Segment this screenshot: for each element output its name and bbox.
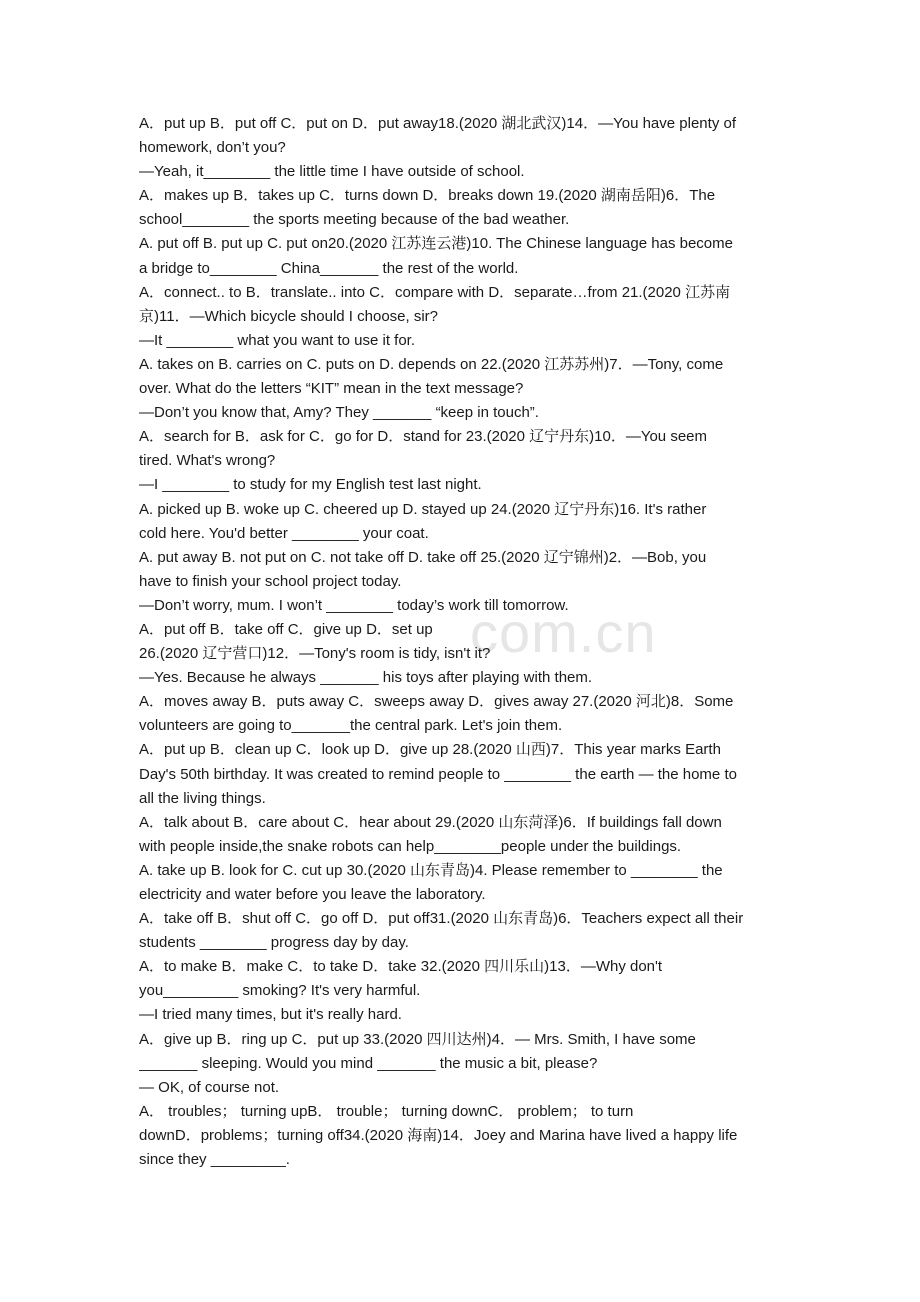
text-line: school________ the sports meeting because of the bad weather. (139, 211, 570, 229)
text-line: students ________ progress day by day. (139, 934, 409, 952)
text-line: A．talk about B．care about C．hear about 29.(2020 山东菏泽)6．If buildings fall down (139, 813, 722, 831)
text-line: tired. What's wrong? (139, 452, 276, 470)
text-line: A. takes on B. carries on C. puts on D. depends on 22.(2020 江苏苏州)7．—Tony, come (139, 355, 724, 373)
text-line: A．put off B．take off C．give up D．set up (139, 620, 433, 638)
text-line: with people inside,the snake robots can help________people under the buildings. (139, 837, 682, 855)
text-line: cold here. You'd better ________ your coat. (139, 524, 429, 542)
text-line: 26.(2020 辽宁营口)12．—Tony's room is tidy, isn't it? (139, 645, 491, 663)
text-line: —Don’t worry, mum. I won’t ________ today’s work till tomorrow. (139, 596, 569, 614)
text-line: over. What do the letters “KIT” mean in the text message? (139, 380, 524, 398)
text-line: — OK, of course not. (139, 1078, 280, 1096)
text-line: —Yeah, it________ the little time I have outside of school. (139, 163, 525, 181)
text-line: A．moves away B．puts away C．sweeps away D．gives away 27.(2020 河北)8．Some (139, 693, 734, 711)
text-line: homework, don’t you? (139, 139, 286, 157)
text-line: electricity and water before you leave the laboratory. (139, 886, 486, 903)
text-line: a bridge to________ China_______ the rest of the world. (139, 259, 519, 277)
text-line: —I tried many times, but it's really hard. (139, 1006, 402, 1024)
text-line: A．connect.. to B．translate.. into C．compare with D．separate…from 21.(2020 江苏南 (139, 283, 731, 301)
text-line: A．put up B．clean up C．look up D．give up 28.(2020 山西)7．This year marks Earth (139, 741, 721, 759)
text-line: A．give up B．ring up C．put up 33.(2020 四川达州)4．— Mrs. Smith, I have some (139, 1030, 696, 1048)
text-line: downD．problems；turning off34.(2020 海南)14．Joey and Marina have lived a happy life (139, 1126, 738, 1144)
text-line: —It ________ what you want to use it for. (139, 331, 416, 349)
text-line: —Don’t you know that, Amy? They _______ “keep in touch”. (139, 404, 539, 422)
text-line: you_________ smoking? It's very harmful. (139, 982, 421, 1000)
text-line: have to finish your school project today. (139, 572, 402, 590)
text-line: 京)11．—Which bicycle should I choose, sir? (139, 307, 439, 325)
text-line: A．take off B．shut off C．go off D．put off31.(2020 山东青岛)6．Teachers expect all their (139, 910, 744, 928)
text-line: _______ sleeping. Would you mind _______ the music a bit, please? (139, 1054, 598, 1072)
text-line: A. put away B. not put on C. not take off D. take off 25.(2020 辽宁锦州)2．—Bob, you (139, 548, 707, 566)
text-line: A. take up B. look for C. cut up 30.(2020 山东青岛)4. Please remember to ________ the (139, 861, 723, 879)
document-body (139, 112, 781, 1172)
text-line: A．to make B．make C．to take D．take 32.(2020 四川乐山)13．—Why don't (139, 958, 663, 976)
text-line: all the living things. (139, 789, 266, 807)
text-line: A. put off B. put up C. put on20.(2020 江苏连云港)10. The Chinese language has become (139, 235, 733, 253)
text-line: A． troubles； turning upB． trouble； turning downC． problem； to turn (139, 1102, 634, 1120)
text-line: A．search for B．ask for C．go for D．stand for 23.(2020 辽宁丹东)10．—You seem (139, 428, 708, 446)
text-line: A．put up B．put off C．put on D．put away18.(2020 湖北武汉)14．—You have plenty of (139, 115, 736, 132)
text-line: volunteers are going to_______the central park. Let's join them. (139, 717, 563, 735)
text-line: —I ________ to study for my English test last night. (139, 476, 482, 494)
watermark: com.cn (470, 601, 657, 664)
text-line: Day's 50th birthday. It was created to remind people to ________ the earth — the home to (139, 765, 737, 783)
text-line: since they _________. (139, 1151, 290, 1169)
text-line: A．makes up B．takes up C．turns down D．breaks down 19.(2020 湖南岳阳)6．The (139, 187, 716, 205)
text-line: —Yes. Because he always _______ his toys after playing with them. (139, 669, 593, 687)
text-line: A. picked up B. woke up C. cheered up D. stayed up 24.(2020 辽宁丹东)16. It's rather (139, 500, 707, 518)
